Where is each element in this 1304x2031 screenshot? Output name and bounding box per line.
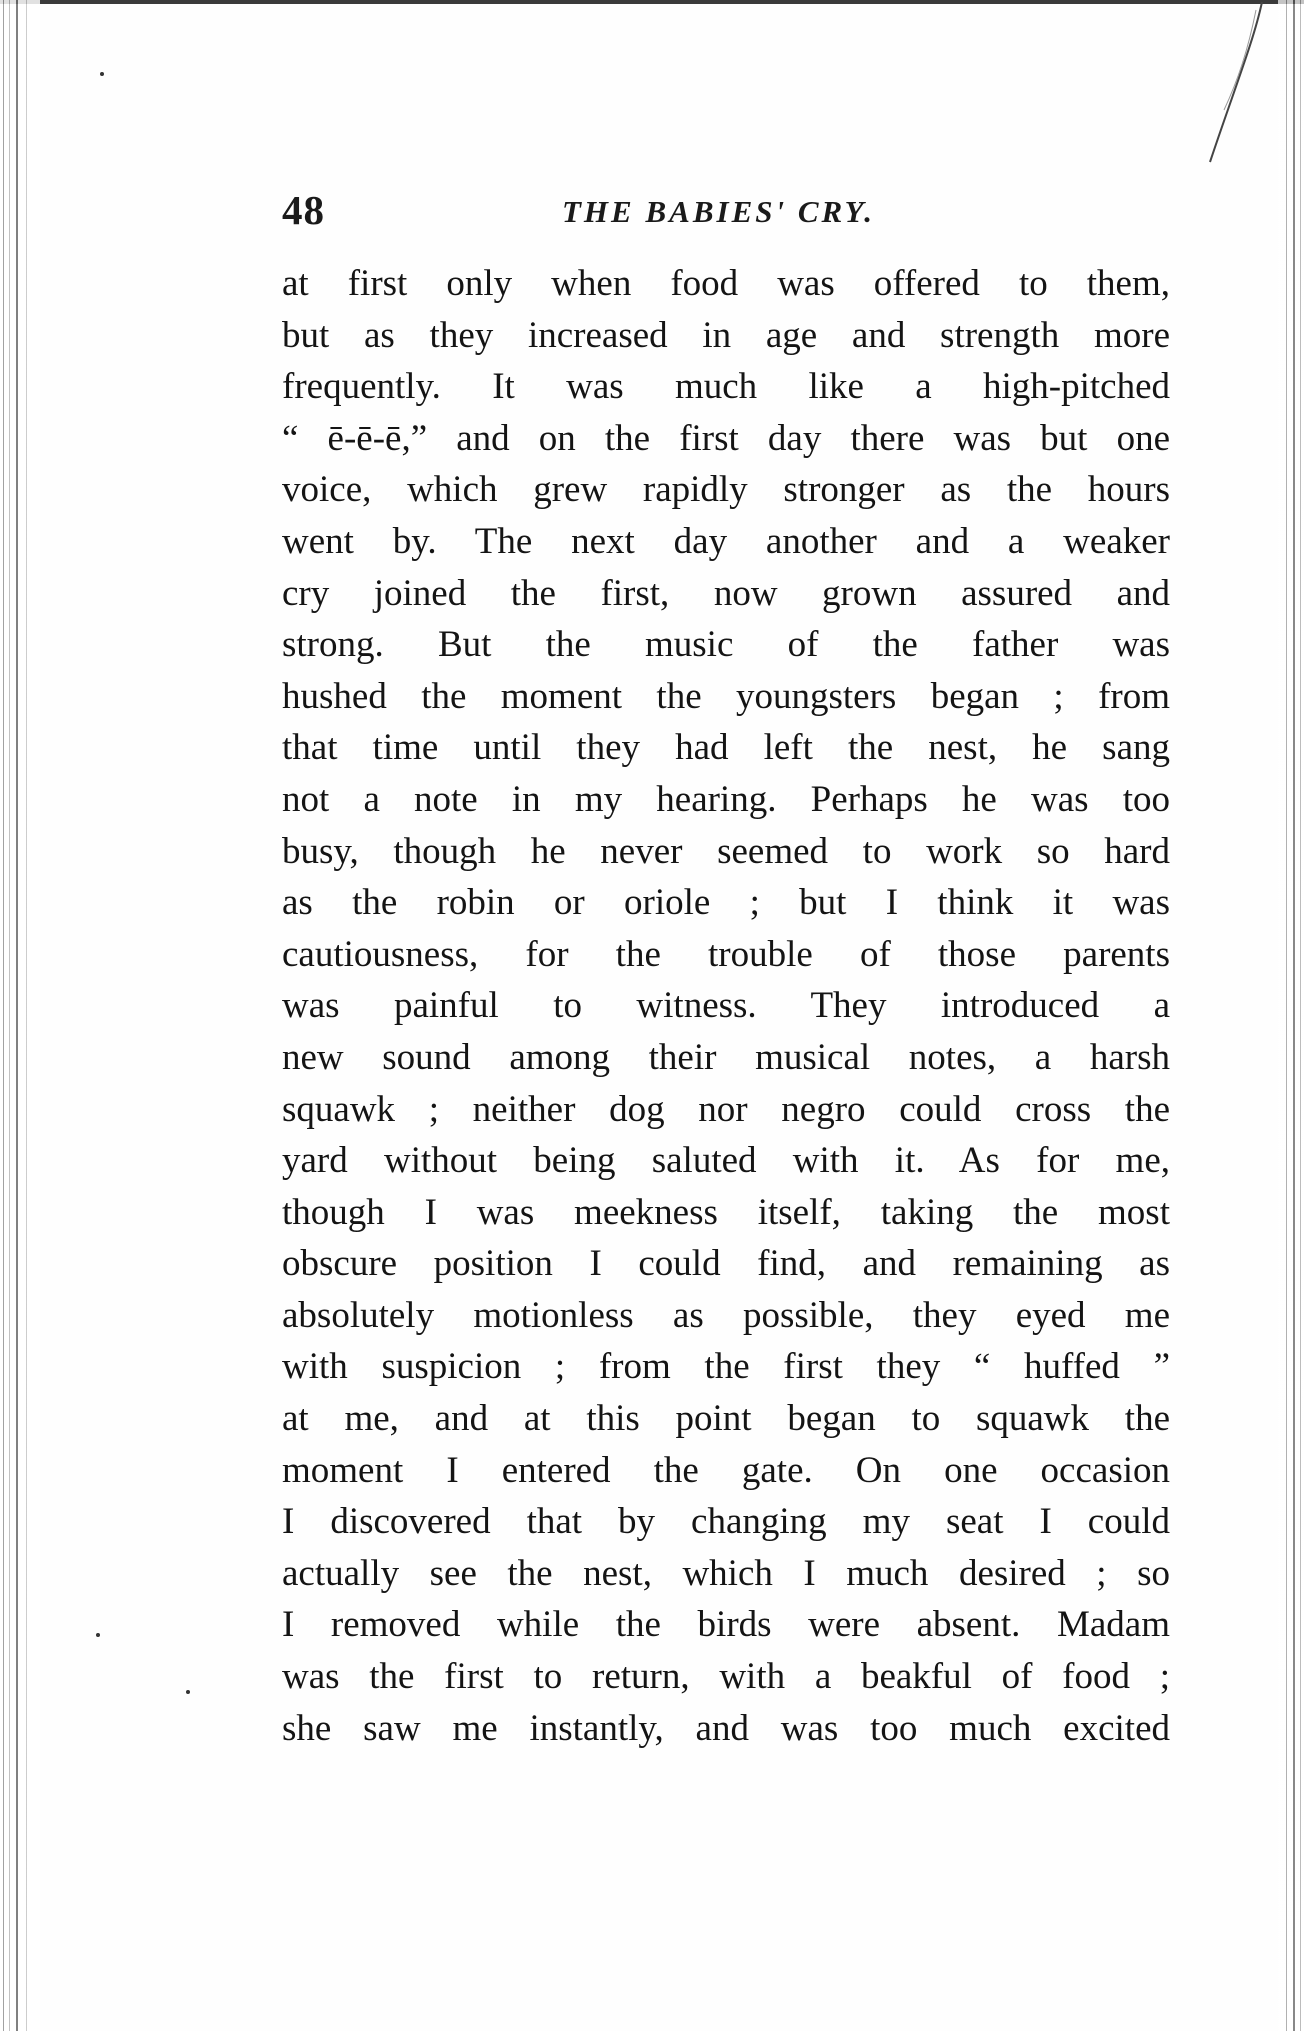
scan-speck: [186, 1690, 190, 1694]
text-line: at first only when food was offered to them,: [282, 263, 1170, 304]
text-line: as the robin or oriole ; but I think it was: [282, 882, 1170, 924]
text-line: but as they increased in age and strength more: [282, 314, 1170, 356]
scan-speck: [96, 1633, 100, 1637]
body-text: [282, 258, 1170, 1754]
text-line: busy, though he never seemed to work so hard: [282, 830, 1170, 872]
page-right-edge: [1278, 0, 1304, 2031]
text-line: though I was meekness itself, taking the most: [282, 1191, 1170, 1233]
running-head: [282, 186, 1172, 238]
text-line: frequently. It was much like a high-pitched: [282, 366, 1170, 408]
text-line: not a note in my hearing. Perhaps he was too: [282, 778, 1170, 820]
text-line: cautiousness, for the trouble of those parents: [282, 933, 1170, 975]
scan-speck: [100, 72, 104, 76]
text-line: moment I entered the gate. On one occasion: [282, 1449, 1170, 1491]
text-line: strong. But the music of the father was: [282, 624, 1170, 666]
text-line: was painful to witness. They introduced a: [282, 985, 1170, 1027]
text-line: obscure position I could find, and remaining as: [282, 1243, 1170, 1285]
text-line: I discovered that by changing my seat I could: [282, 1501, 1170, 1543]
text-line: went by. The next day another and a weaker: [282, 520, 1170, 562]
text-line: that time until they had left the nest, he sang: [282, 727, 1170, 769]
text-line: “ ē-ē-ē,” and on the first day there was but one: [282, 417, 1170, 459]
text-line: was the first to return, with a beakful of food ;: [282, 1656, 1170, 1698]
text-line: hushed the moment the youngsters began ; from: [282, 675, 1170, 717]
text-line: voice, which grew rapidly stronger as the hours: [282, 469, 1170, 511]
page-corner-curl: [1204, 0, 1264, 170]
text-line: yard without being saluted with it. As for me,: [282, 1140, 1170, 1182]
text-line: I removed while the birds were absent. Madam: [282, 1604, 1170, 1646]
text-line: absolutely motionless as possible, they eyed me: [282, 1294, 1170, 1336]
text-line: actually see the nest, which I much desired ; so: [282, 1552, 1170, 1594]
chapter-title: THE BABIES' CRY.: [562, 194, 876, 229]
text-line: with suspicion ; from the first they “ huffed ”: [282, 1346, 1170, 1388]
text-line: new sound among their musical notes, a harsh: [282, 1036, 1170, 1078]
text-line: she saw me instantly, and was too much excited: [282, 1707, 1170, 1749]
text-line: at me, and at this point began to squawk the: [282, 1398, 1170, 1440]
text-line: cry joined the first, now grown assured and: [282, 572, 1170, 614]
page-binding-edge: [0, 0, 40, 2031]
text-line: squawk ; neither dog nor negro could cross the: [282, 1088, 1170, 1130]
page-number: 48: [282, 187, 325, 233]
page-top-edge: [0, 0, 1304, 4]
